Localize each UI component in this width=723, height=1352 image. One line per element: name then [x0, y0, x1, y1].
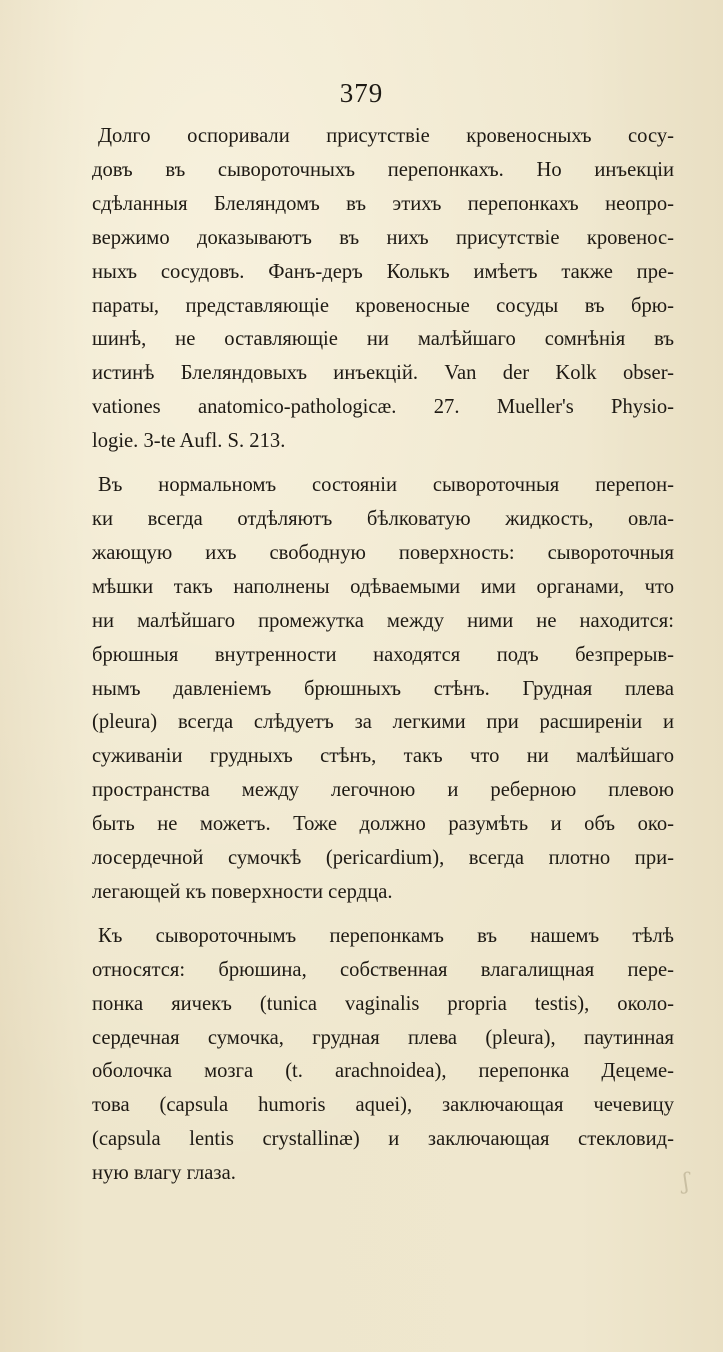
text-line: параты, представляющіе кровеносные сосуды въ брю-	[92, 294, 674, 317]
text-line: (capsula lentis crystallinæ) и заключающая стекловид-	[92, 1128, 674, 1151]
text-line: оболочка мозга (t. arachnoidea), перепонка Децеме-	[92, 1060, 674, 1083]
text-line: logie. 3-te Aufl. S. 213.	[92, 430, 286, 453]
text-line: истинѣ Блеляндовыхъ инъекцій. Van der Kolk obser-	[92, 362, 674, 385]
text-line: това (capsula humoris aquei), заключающая чечевицу	[92, 1094, 674, 1117]
text-line: довъ въ сывороточныхъ перепонкахъ. Но инъекціи	[92, 158, 674, 181]
text-line: лосердечной сумочкѣ (pericardium), всегда плотно при-	[92, 847, 674, 870]
text-line: ную влагу глаза.	[92, 1162, 236, 1185]
text-line: пространства между легочною и реберною плевою	[92, 779, 674, 802]
text-line: относятся: брюшина, собственная влагалищная пере-	[92, 958, 674, 981]
text-line: жающую ихъ свободную поверхность: сывороточныя	[92, 541, 674, 564]
paragraph-3	[92, 920, 674, 1191]
paragraph-2	[92, 469, 674, 910]
text-line: легающей къ поверхности сердца.	[92, 880, 393, 903]
text-line: сдѣланныя Блеляндомъ въ этихъ перепонкахъ неопро-	[92, 192, 674, 215]
text-line: быть не можетъ. Тоже должно разумѣть и объ око-	[92, 813, 674, 836]
text-line: сердечная сумочка, грудная плева (pleura), паутинная	[92, 1026, 674, 1049]
text-line: (pleura) всегда слѣдуетъ за легкими при расширеніи и	[92, 711, 674, 734]
paper-mark: ʃ	[683, 1170, 689, 1195]
text-line: Къ сывороточнымъ перепонкамъ въ нашемъ тѣлѣ	[98, 924, 674, 947]
paragraph-1	[92, 120, 674, 459]
text-line: суживаніи грудныхъ стѣнъ, такъ что ни малѣйшаго	[92, 745, 674, 768]
text-line: ни малѣйшаго промежутка между ними не находится:	[92, 609, 674, 632]
page-number: 379	[339, 78, 384, 108]
paragraph-gap	[92, 459, 674, 469]
text-line: Долго оспоривали присутствіе кровеносныхъ сосу-	[98, 125, 674, 147]
text-line: Въ нормальномъ состояніи сывороточныя перепон-	[98, 474, 674, 497]
text-line: ныхъ сосудовъ. Фанъ-деръ Колькъ имѣетъ также пре-	[92, 260, 674, 283]
text-line: нымъ давленіемъ брюшныхъ стѣнъ. Грудная плева	[92, 677, 674, 700]
paragraph-gap	[92, 910, 674, 920]
text-line: шинѣ, не оставляющіе ни малѣйшаго сомнѣнія въ	[92, 328, 674, 351]
text-line: мѣшки такъ наполнены одѣваемыми ими органами, что	[92, 575, 674, 598]
text-line: вержимо доказываютъ въ нихъ присутствіе кровенос-	[92, 226, 674, 249]
text-line: vationes anatomico-pathologicæ. 27. Mueller's Physio-	[92, 396, 674, 419]
text-line: ки всегда отдѣляютъ бѣлковатую жидкость, овла-	[92, 507, 674, 530]
text-line: брюшныя внутренности находятся подъ безпрерыв-	[92, 643, 674, 666]
body-text	[92, 120, 674, 1191]
text-line: понка яичекъ (tunica vaginalis proprіa testis), около-	[92, 992, 674, 1015]
